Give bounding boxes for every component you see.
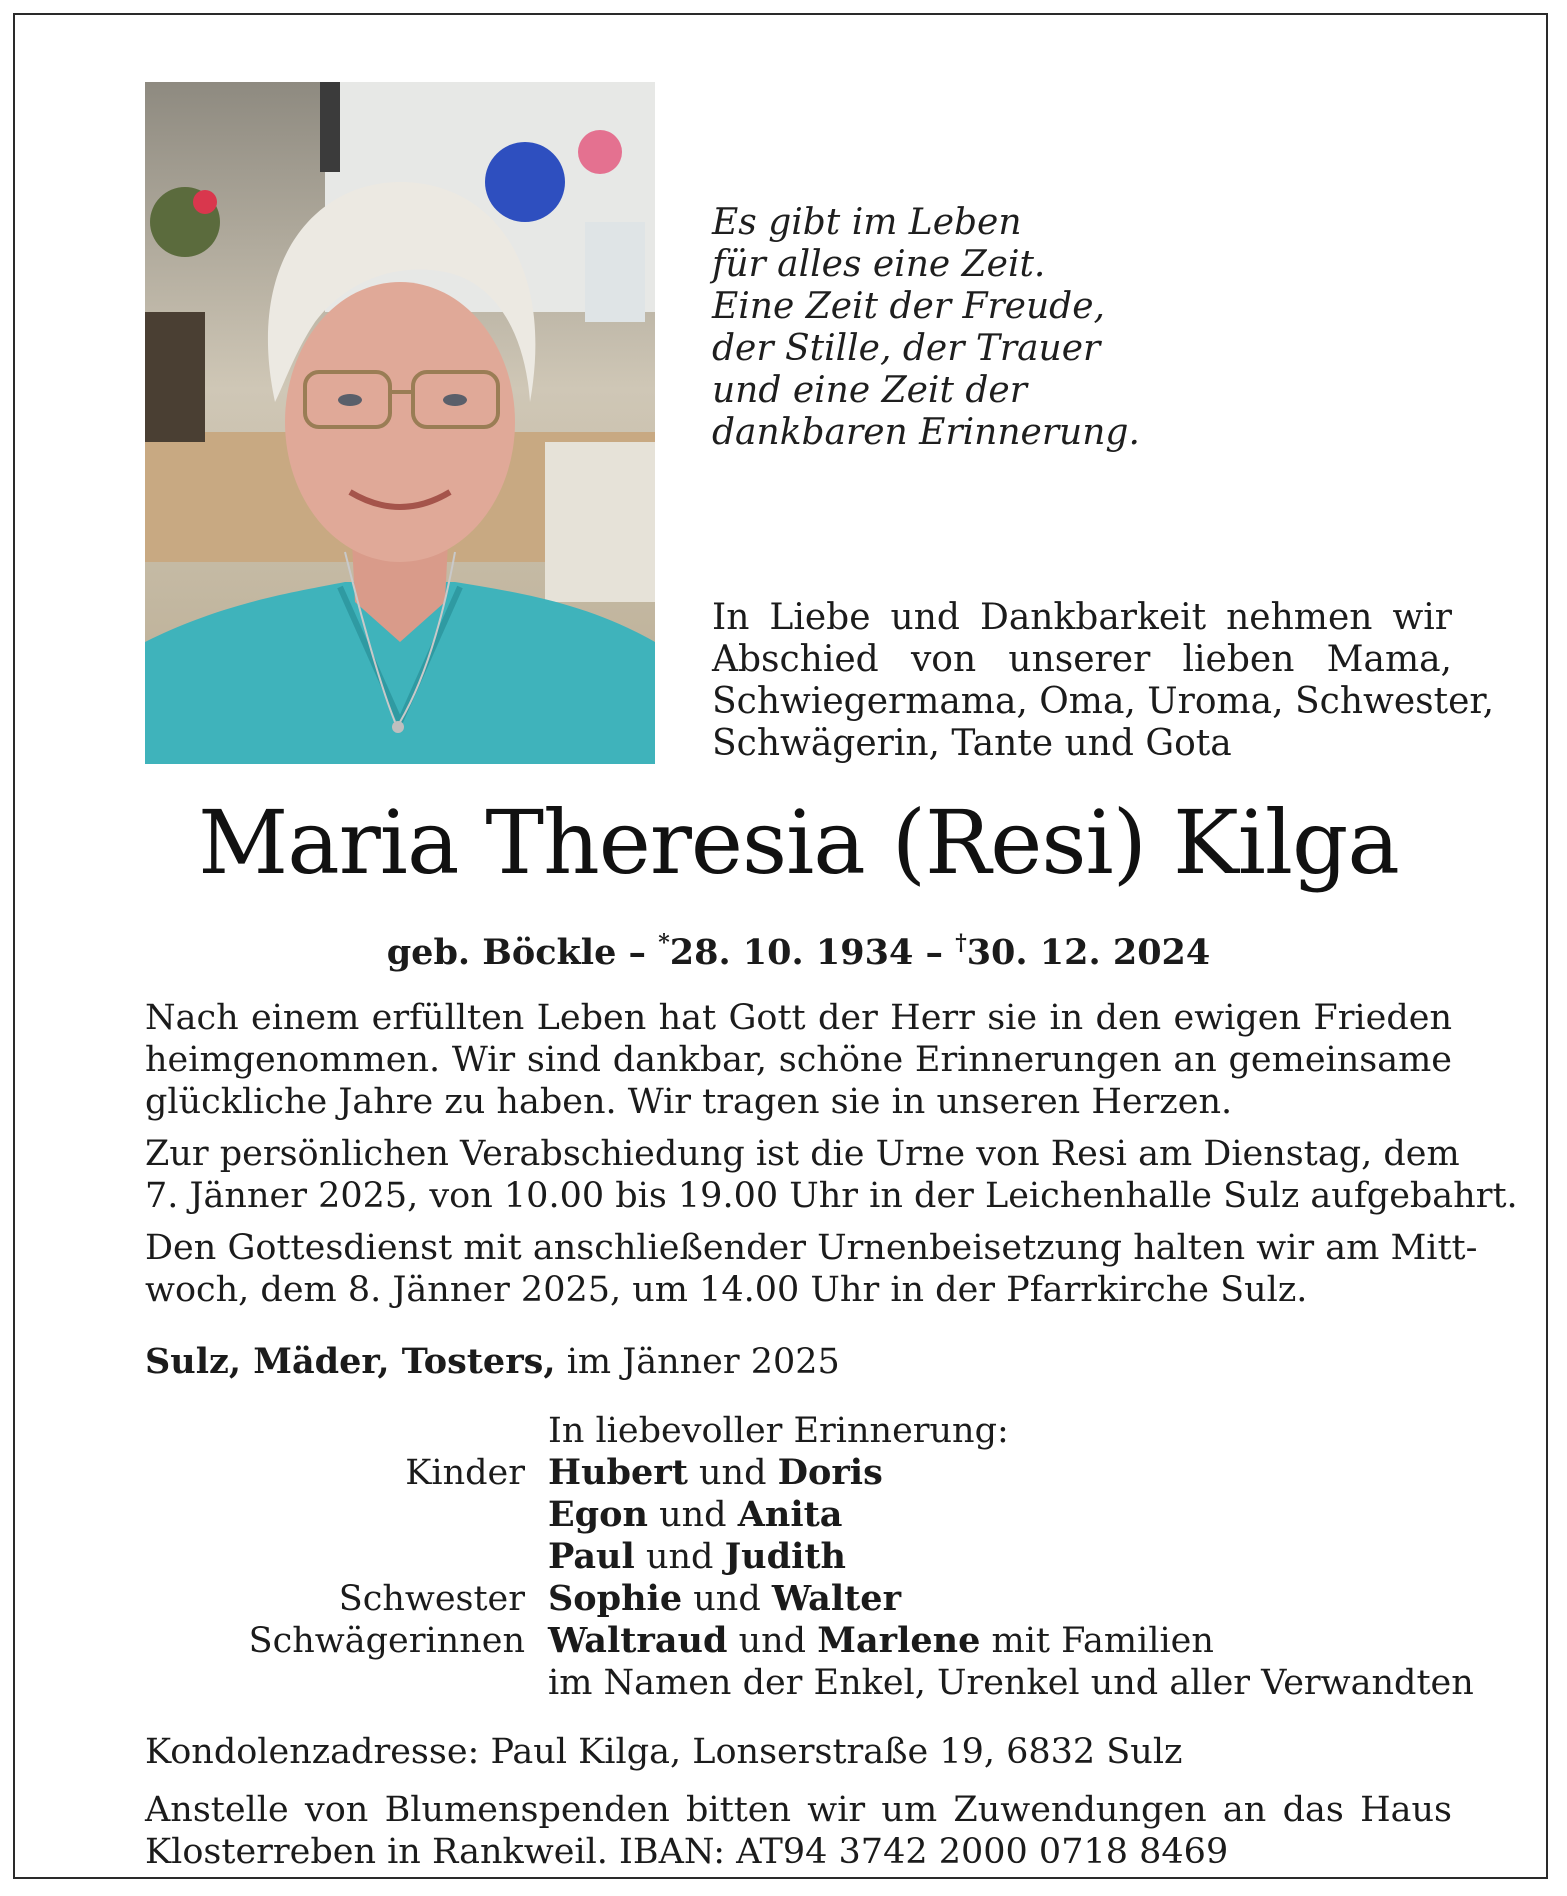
family-closing: im Namen der Enkel, Urenkel und aller Verwandten bbox=[548, 1663, 1474, 1703]
portrait-photo bbox=[145, 82, 655, 764]
intro-text bbox=[712, 597, 1495, 765]
paragraph bbox=[145, 997, 1452, 1123]
role-label: Kinder bbox=[405, 1453, 525, 1493]
obituary-card bbox=[13, 13, 1548, 1879]
condolence-address: Kondolenzadresse: Paul Kilga, Lonserstraße 19, 6832 Sulz bbox=[145, 1732, 1183, 1772]
poem-line: für alles eine Zeit. bbox=[712, 244, 1046, 285]
family-list bbox=[145, 1410, 1474, 1704]
family-member: Hubert bbox=[548, 1452, 688, 1493]
date-separator: – bbox=[628, 932, 647, 973]
role-label: Schwägerinnen bbox=[248, 1621, 525, 1661]
poem-line: dankbaren Erinnerung. bbox=[712, 412, 1140, 453]
family-row bbox=[145, 1662, 1474, 1704]
paragraph-line: Zur persönlichen Verabschiedung ist die Urne von Resi am Dienstag, dem bbox=[145, 1134, 1460, 1174]
donation-line: Anstelle von Blumenspenden bitten wir um Zuwendungen an das Haus bbox=[145, 1790, 1452, 1830]
family-row bbox=[145, 1410, 1452, 1452]
conjunction: und bbox=[699, 1453, 767, 1493]
paragraph-line: heimgenommen. Wir sind dankbar, schöne Erinnerungen an gemeinsame bbox=[145, 1040, 1452, 1080]
conjunction: und bbox=[659, 1495, 727, 1535]
family-row bbox=[145, 1578, 1452, 1620]
portrait-illustration bbox=[145, 82, 655, 764]
family-member: Judith bbox=[724, 1536, 846, 1577]
conjunction: und bbox=[738, 1621, 807, 1661]
death-date: 30. 12. 2024 bbox=[966, 932, 1211, 973]
death-symbol: † bbox=[955, 930, 967, 956]
place-towns: Sulz, Mäder, Tosters, bbox=[145, 1341, 556, 1382]
body-text bbox=[145, 997, 1518, 1321]
paragraph-line: glückliche Jahre zu haben. Wir tragen sie in unseren Herzen. bbox=[145, 1082, 1233, 1122]
family-member: Waltraud bbox=[548, 1620, 728, 1661]
family-member: Sophie bbox=[548, 1578, 683, 1619]
birth-symbol: * bbox=[658, 930, 670, 956]
birth-date: 28. 10. 1934 bbox=[669, 932, 914, 973]
intro-line: In Liebe und Dankbarkeit nehmen wir bbox=[712, 597, 1452, 638]
donation-note bbox=[145, 1789, 1452, 1873]
maiden-name: geb. Böckle bbox=[386, 932, 617, 973]
paragraph-line: woch, dem 8. Jänner 2025, um 14.00 Uhr in der Pfarrkirche Sulz. bbox=[145, 1270, 1308, 1310]
paragraph-line: Den Gottesdienst mit anschließender Urnenbeisetzung halten wir am Mitt- bbox=[145, 1228, 1478, 1268]
family-member: Paul bbox=[548, 1536, 635, 1577]
poem-line: Es gibt im Leben bbox=[712, 202, 1022, 243]
intro-line: Abschied von unserer lieben Mama, bbox=[712, 639, 1452, 680]
conjunction: und bbox=[693, 1579, 761, 1619]
poem-line: der Stille, der Trauer bbox=[712, 328, 1101, 369]
family-row bbox=[145, 1536, 1452, 1578]
family-member: Anita bbox=[737, 1494, 843, 1535]
paragraph-line: Nach einem erfüllten Leben hat Gott der Herr sie in den ewigen Frieden bbox=[145, 998, 1452, 1038]
family-member: Walter bbox=[771, 1578, 902, 1619]
paragraph bbox=[145, 1227, 1478, 1311]
family-heading: In liebevoller Erinnerung: bbox=[548, 1411, 1009, 1451]
intro-line: Schwiegermama, Oma, Uroma, Schwester, bbox=[712, 681, 1495, 722]
date-separator: – bbox=[925, 932, 943, 973]
family-suffix: mit Familien bbox=[991, 1621, 1214, 1661]
poem bbox=[712, 202, 1212, 454]
paragraph bbox=[145, 1133, 1518, 1217]
family-member: Marlene bbox=[817, 1620, 981, 1661]
family-row bbox=[145, 1494, 1452, 1536]
family-member: Egon bbox=[548, 1494, 648, 1535]
family-member: Doris bbox=[777, 1452, 883, 1493]
family-row bbox=[145, 1620, 1452, 1662]
place-date bbox=[145, 1341, 1045, 1383]
role-label: Schwester bbox=[338, 1579, 525, 1619]
intro-line: Schwägerin, Tante und Gota bbox=[712, 723, 1232, 764]
poem-line: Eine Zeit der Freude, bbox=[712, 286, 1105, 327]
conjunction: und bbox=[645, 1537, 714, 1577]
poem-line: und eine Zeit der bbox=[712, 370, 1027, 411]
life-dates bbox=[145, 921, 1452, 975]
paragraph-line: 7. Jänner 2025, von 10.00 bis 19.00 Uhr in der Leichenhalle Sulz aufgebahrt. bbox=[145, 1176, 1518, 1216]
place-month: im Jänner 2025 bbox=[566, 1342, 840, 1382]
donation-line: Klosterreben in Rankweil. IBAN: AT94 3742 2000 0718 8469 bbox=[145, 1832, 1229, 1872]
deceased-name: Maria Theresia (Resi) Kilga bbox=[198, 791, 1399, 894]
family-row bbox=[145, 1452, 1452, 1494]
